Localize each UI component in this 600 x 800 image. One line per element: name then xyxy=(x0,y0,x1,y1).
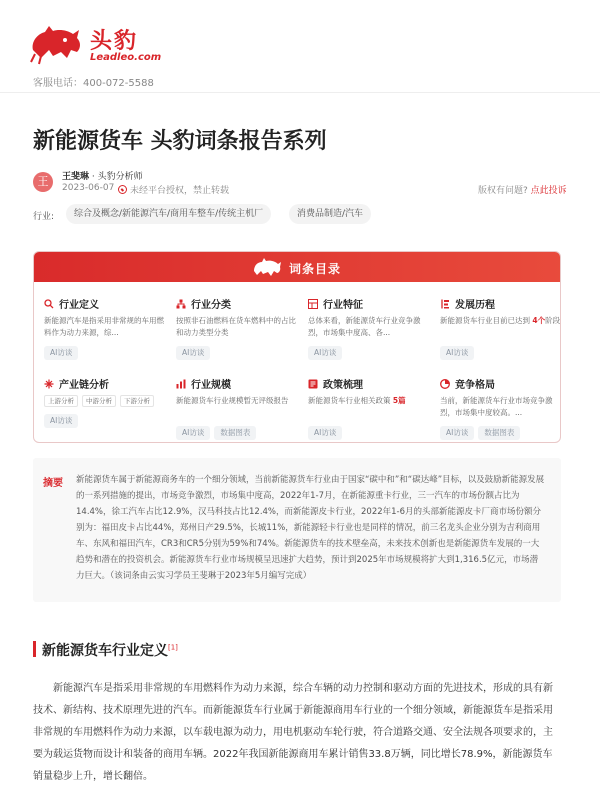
copyright-report xyxy=(478,183,567,196)
ai-interview-chip[interactable]: AI访谈 xyxy=(308,426,342,440)
ai-interview-chip[interactable]: AI访谈 xyxy=(440,346,474,360)
industry-label: 行业: xyxy=(33,212,55,222)
search-icon xyxy=(44,299,54,309)
industry-tag[interactable]: 消费品制造/汽车 xyxy=(289,204,371,224)
toc-item-features[interactable] xyxy=(308,296,433,360)
data-chart-chip[interactable]: 数据图表 xyxy=(478,426,520,440)
author-line xyxy=(62,169,143,182)
copyright-question: 版权有问题? xyxy=(478,186,528,196)
reference-link[interactable]: [1] xyxy=(168,643,178,652)
toc-item-title: 行业分类 xyxy=(191,300,231,311)
toc-item-title: 发展历程 xyxy=(455,300,495,311)
toc-item-value-chain[interactable] xyxy=(44,376,169,428)
toc-item-classification[interactable] xyxy=(176,296,301,360)
ai-interview-chip[interactable]: AI访谈 xyxy=(308,346,342,360)
abstract-label: 摘要 xyxy=(43,478,63,489)
ai-interview-chip[interactable]: AI访谈 xyxy=(176,346,210,360)
toc-item-title: 政策梳理 xyxy=(323,380,363,391)
upstream-tag[interactable]: 上游分析 xyxy=(44,395,78,407)
desc-suffix: 阶段 xyxy=(545,316,561,325)
abstract-text: 新能源货车属于新能源商务车的一个细分领域，当前新能源货车行业由于国家“碳中和”和“碳达峰”目标，以及鼓励新能源发展的一系列措施的提出，市场竞争激烈，市场集中度高，2022年1-7月，在新能源重卡行业，三一汽车的市场份额占比为14.4%，徐工汽车占比12.9%，汉马科技占比12.4%，而新能源皮卡行业，2022年1-6月的头部新能源皮卡厂商市场份额分别为：福田皮卡占比44%，郑州日产29.5%，长城11%，新能源轻卡行业也是同样的情况，前三名龙头企业分别为吉利商用车、东风和福田汽车，CR3和CR5分别为59%和74%。新能源货车的技术壁垒高，未来技术创新也是新能源货车发展的一大趋势和潜在的投资机会。新能源货车行业市场规模呈迅速扩大趋势，预计到2025年市场规模将扩大到1,316.5亿元，市场潜力巨大。（该词条由云实习学员王斐琳于2023年5月编写完成） xyxy=(76,475,545,581)
abstract-box xyxy=(33,458,561,602)
leopard-logo-icon xyxy=(27,20,83,66)
contents-panel xyxy=(33,251,561,443)
service-phone: 客服电话：400-072-5588 xyxy=(33,78,154,89)
leopard-logo-icon xyxy=(252,257,282,277)
toc-item-policy[interactable] xyxy=(308,376,433,440)
policy-count: 5篇 xyxy=(392,396,406,405)
toc-item-title: 产业链分析 xyxy=(59,380,109,391)
notice-text: 未经平台授权，禁止转载 xyxy=(130,186,230,196)
header-divider xyxy=(0,92,600,93)
toc-item-desc xyxy=(308,395,433,419)
toc-item-desc: 当前，新能源货车行业市场竞争激烈，市场集中度较高。... xyxy=(440,396,553,417)
stage-count: 4个 xyxy=(532,316,546,325)
section-title xyxy=(42,640,178,660)
report-link[interactable]: 点此投诉 xyxy=(530,186,567,196)
desc-prefix: 新能源货车行业目前已达到 xyxy=(440,316,533,325)
section-title-text: 新能源货车行业定义 xyxy=(42,643,168,659)
ai-interview-chip[interactable]: AI访谈 xyxy=(176,426,210,440)
chain-icon xyxy=(44,379,54,389)
ai-interview-chip[interactable]: AI访谈 xyxy=(44,414,78,428)
downstream-tag[interactable]: 下游分析 xyxy=(120,395,154,407)
grid-icon xyxy=(308,299,318,309)
contents-title: 词条目录 xyxy=(289,262,342,276)
copyright-notice xyxy=(118,183,229,196)
midstream-tag[interactable]: 中游分析 xyxy=(82,395,116,407)
bar-chart-icon xyxy=(176,379,186,389)
toc-item-definition[interactable] xyxy=(44,296,169,360)
toc-item-desc: 新能源汽车是指采用非常规的车用燃料作为动力来源，综... xyxy=(44,316,164,337)
ai-interview-chip[interactable]: AI访谈 xyxy=(440,426,474,440)
contents-header xyxy=(34,252,561,282)
page-title: 新能源货车 头豹词条报告系列 xyxy=(33,129,327,154)
avatar: 王 xyxy=(33,172,53,192)
toc-item-desc: 按照非石油燃料在货车燃料中的占比和动力类型分类 xyxy=(176,316,296,337)
timeline-icon xyxy=(440,299,450,309)
toc-item-title: 行业特征 xyxy=(323,300,363,311)
toc-item-desc: 新能源货车行业规模暂无评级报告 xyxy=(176,396,289,405)
industry-tag[interactable]: 综合及概念/新能源汽车/商用车整车/传统主机厂 xyxy=(66,204,271,224)
section-accent-bar xyxy=(33,641,36,657)
toc-item-competition[interactable] xyxy=(440,376,561,440)
toc-item-desc xyxy=(440,315,561,339)
toc-item-title: 行业定义 xyxy=(59,300,99,311)
toc-item-market-size[interactable] xyxy=(176,376,301,440)
author-role: · 头豹分析师 xyxy=(89,172,143,182)
toc-item-desc: 总体来看，新能源货车行业竞争激烈，市场集中度高、各... xyxy=(308,316,421,337)
data-chart-chip[interactable]: 数据图表 xyxy=(214,426,256,440)
policy-icon xyxy=(308,379,318,389)
ai-interview-chip[interactable]: AI访谈 xyxy=(44,346,78,360)
toc-item-title: 竞争格局 xyxy=(455,380,495,391)
pie-icon xyxy=(440,379,450,389)
toc-item-title: 行业规模 xyxy=(191,380,231,391)
brand-name: 头豹 xyxy=(90,29,139,54)
desc-prefix: 新能源货车行业相关政策 xyxy=(308,396,393,405)
hierarchy-icon xyxy=(176,299,186,309)
brand-domain: Leadleo.com xyxy=(90,52,162,63)
toc-item-history[interactable] xyxy=(440,296,561,360)
author-name: 王斐琳 xyxy=(62,172,90,182)
publish-date: 2023-06-07 xyxy=(62,183,115,193)
ban-icon xyxy=(118,185,127,194)
section-body: 新能源汽车是指采用非常规的车用燃料作为动力来源，综合车辆的动力控制和驱动方面的先进技术，形成的具有新技术、新结构、技术原理先进的汽车。而新能源货车行业属于新能源商用车行业的一个细分领域，新能源货车是指采用非常规的车用燃料作为动力来源，以车载电源为动力，用电机驱动车轮行驶，符合道路交通、安全法规各项要求的，主要为载运货物而设计和装备的商用车辆。2022年我国新能源商用车累计销售33.8万辆，同比增长78.9%，新能源货车销量稳步上升，增长翻倍。 xyxy=(33,683,553,782)
